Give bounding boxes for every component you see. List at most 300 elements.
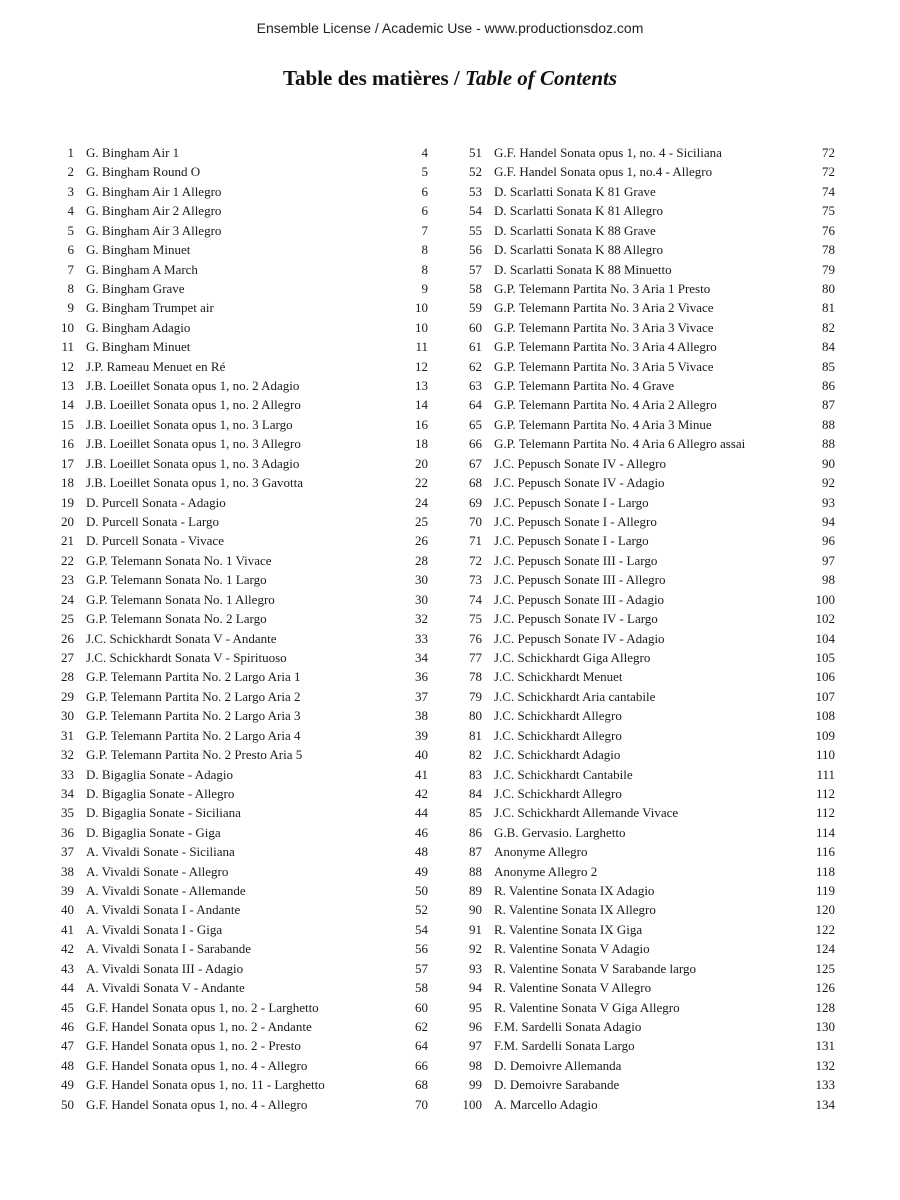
entry-page-number: 9: [421, 280, 428, 296]
entry-title: D. Scarlatti Sonata K 81 Allegro: [494, 203, 663, 219]
toc-entry: [52, 298, 428, 317]
entry-page-number: 44: [415, 805, 428, 821]
entry-title: G.F. Handel Sonata opus 1, no. 11 - Larghetto: [86, 1077, 325, 1093]
entry-title: G.F. Handel Sonata opus 1, no. 4 - Allegro: [86, 1057, 308, 1073]
entry-page-number: 14: [415, 397, 428, 413]
toc-entry: [52, 473, 428, 492]
toc-entry: [52, 434, 428, 453]
entry-number: 99: [469, 1077, 482, 1093]
entry-number: 5: [67, 222, 74, 238]
toc-entry: [460, 1056, 835, 1075]
toc-entry: [460, 143, 835, 162]
entry-number: 85: [469, 805, 482, 821]
entry-page-number: 80: [822, 280, 835, 296]
toc-entry: [52, 978, 428, 997]
toc-entry: [52, 862, 428, 881]
entry-page-number: 68: [415, 1077, 428, 1093]
toc-entry: [52, 512, 428, 531]
entry-page-number: 114: [815, 824, 835, 840]
entry-number: 80: [469, 708, 482, 724]
entry-page-number: 104: [815, 630, 835, 646]
entry-page-number: 108: [815, 708, 835, 724]
entry-title: G.P. Telemann Sonata No. 1 Allegro: [86, 591, 275, 607]
entry-page-number: 33: [415, 630, 428, 646]
toc-entry: [52, 900, 428, 919]
toc-entry: [52, 706, 428, 725]
entry-page-number: 5: [421, 164, 428, 180]
toc-entry: [460, 357, 835, 376]
entry-number: 97: [469, 1038, 482, 1054]
toc-entry: [460, 1095, 835, 1114]
toc-entry: [460, 512, 835, 531]
entry-title: J.C. Schickhardt Giga Allegro: [494, 649, 651, 665]
entry-number: 94: [469, 980, 482, 996]
entry-title: A. Vivaldi Sonate - Allemande: [86, 883, 246, 899]
entry-page-number: 125: [815, 960, 835, 976]
toc-entry: [52, 648, 428, 667]
entry-page-number: 84: [822, 339, 835, 355]
entry-page-number: 28: [415, 552, 428, 568]
entry-page-number: 49: [415, 863, 428, 879]
toc-entry: [460, 318, 835, 337]
entry-page-number: 41: [415, 766, 428, 782]
entry-title: G.P. Telemann Partita No. 3 Aria 1 Presto: [494, 280, 711, 296]
toc-entry: [460, 706, 835, 725]
entry-page-number: 48: [415, 844, 428, 860]
entry-number: 31: [61, 727, 74, 743]
entry-title: J.B. Loeillet Sonata opus 1, no. 2 Allegro: [86, 397, 301, 413]
toc-entry: [460, 1036, 835, 1055]
toc-entry: [460, 784, 835, 803]
toc-entry: [460, 648, 835, 667]
entry-number: 100: [462, 1096, 482, 1112]
entry-page-number: 118: [815, 863, 835, 879]
toc-entry: [460, 629, 835, 648]
toc-entry: [52, 823, 428, 842]
entry-number: 7: [67, 261, 74, 277]
entry-number: 72: [469, 552, 482, 568]
entry-title: G.F. Handel Sonata opus 1, no. 2 - Andante: [86, 1018, 312, 1034]
entry-title: Anonyme Allegro: [494, 844, 588, 860]
entry-page-number: 82: [822, 319, 835, 335]
entry-number: 23: [61, 572, 74, 588]
entry-page-number: 85: [822, 358, 835, 374]
toc-entry: [52, 201, 428, 220]
entry-number: 98: [469, 1057, 482, 1073]
entry-page-number: 30: [415, 572, 428, 588]
entry-title: D. Purcell Sonata - Largo: [86, 514, 219, 530]
entry-title: G. Bingham Adagio: [86, 319, 191, 335]
entry-number: 24: [61, 591, 74, 607]
entry-number: 79: [469, 688, 482, 704]
toc-entry: [52, 337, 428, 356]
entry-page-number: 25: [415, 514, 428, 530]
entry-title: J.B. Loeillet Sonata opus 1, no. 3 Gavotta: [86, 475, 304, 491]
entry-title: J.C. Pepusch Sonate I - Largo: [494, 533, 649, 549]
entry-page-number: 92: [822, 475, 835, 491]
entry-number: 4: [67, 203, 74, 219]
entry-page-number: 39: [415, 727, 428, 743]
toc-entry: [52, 143, 428, 162]
entry-title: D. Bigaglia Sonate - Siciliana: [86, 805, 241, 821]
entry-page-number: 16: [415, 416, 428, 432]
entry-title: A. Marcello Adagio: [494, 1096, 598, 1112]
toc-entry: [460, 998, 835, 1017]
entry-number: 17: [61, 455, 74, 471]
entry-title: G.P. Telemann Partita No. 2 Largo Aria 4: [86, 727, 301, 743]
toc-entry: [460, 298, 835, 317]
entry-title: R. Valentine Sonata V Sarabande largo: [494, 960, 696, 976]
entry-title: A. Vivaldi Sonate - Siciliana: [86, 844, 235, 860]
entry-page-number: 4: [421, 145, 428, 160]
entry-page-number: 24: [415, 494, 428, 510]
entry-page-number: 98: [822, 572, 835, 588]
entry-number: 9: [67, 300, 74, 316]
entry-title: J.C. Schickhardt Aria cantabile: [494, 688, 656, 704]
toc-entry: [52, 1075, 428, 1094]
entry-page-number: 120: [815, 902, 835, 918]
entry-page-number: 74: [822, 183, 835, 199]
toc-entry: [52, 570, 428, 589]
entry-title: D. Bigaglia Sonate - Giga: [86, 824, 221, 840]
entry-number: 38: [61, 863, 74, 879]
toc-entry: [52, 1056, 428, 1075]
entry-title: G. Bingham Air 3 Allegro: [86, 222, 222, 238]
entry-page-number: 10: [415, 300, 428, 316]
entry-page-number: 36: [415, 669, 428, 685]
entry-page-number: 10: [415, 319, 428, 335]
entry-title: Anonyme Allegro 2: [494, 863, 598, 879]
toc-entry: [460, 415, 835, 434]
entry-number: 18: [61, 475, 74, 491]
entry-page-number: 112: [815, 785, 835, 801]
entry-title: G.P. Telemann Sonata No. 2 Largo: [86, 611, 267, 627]
entry-number: 65: [469, 416, 482, 432]
title-french: Table des matières /: [282, 66, 460, 90]
entry-page-number: 96: [822, 533, 835, 549]
toc-entry: [52, 784, 428, 803]
toc-entry: [460, 240, 835, 259]
toc-entry: [52, 221, 428, 240]
entry-title: D. Demoivre Sarabande: [494, 1077, 620, 1093]
entry-page-number: 100: [815, 591, 835, 607]
toc-entry: [460, 959, 835, 978]
entry-title: G.F. Handel Sonata opus 1, no.4 - Allegro: [494, 164, 713, 180]
toc-entry: [460, 978, 835, 997]
entry-page-number: 6: [421, 203, 428, 219]
toc-entry: [460, 473, 835, 492]
entry-title: F.M. Sardelli Sonata Largo: [494, 1038, 635, 1054]
entry-title: G.P. Telemann Partita No. 2 Largo Aria 3: [86, 708, 301, 724]
entry-number: 75: [469, 611, 482, 627]
entry-number: 49: [61, 1077, 74, 1093]
entry-title: J.C. Schickhardt Sonata V - Spirituoso: [86, 649, 287, 665]
entry-title: J.C. Schickhardt Allegro: [494, 727, 622, 743]
entry-number: 67: [469, 455, 482, 471]
entry-page-number: 54: [415, 921, 428, 937]
entry-page-number: 76: [822, 222, 835, 238]
entry-title: D. Purcell Sonata - Adagio: [86, 494, 226, 510]
entry-page-number: 93: [822, 494, 835, 510]
entry-page-number: 130: [815, 1018, 835, 1034]
toc-entry: [460, 920, 835, 939]
entry-title: G. Bingham Air 1 Allegro: [86, 183, 222, 199]
entry-number: 87: [469, 844, 482, 860]
toc-entry: [52, 745, 428, 764]
toc-entry: [460, 1017, 835, 1036]
entry-page-number: 119: [815, 883, 835, 899]
entry-number: 35: [61, 805, 74, 821]
toc-entry: [460, 570, 835, 589]
entry-page-number: 26: [415, 533, 428, 549]
entry-title: D. Scarlatti Sonata K 88 Minuetto: [494, 261, 672, 277]
entry-page-number: 81: [822, 300, 835, 316]
entry-title: J.C. Schickhardt Menuet: [494, 669, 623, 685]
entry-title: G. Bingham Grave: [86, 280, 185, 296]
entry-number: 34: [61, 785, 74, 801]
entry-page-number: 131: [815, 1038, 835, 1054]
toc-entry: [460, 842, 835, 861]
toc-entry: [460, 337, 835, 356]
toc-entry: [52, 357, 428, 376]
toc-entry: [52, 182, 428, 201]
entry-number: 73: [469, 572, 482, 588]
entry-page-number: 112: [815, 805, 835, 821]
entry-title: G.P. Telemann Partita No. 3 Aria 5 Vivace: [494, 358, 714, 374]
entry-page-number: 79: [822, 261, 835, 277]
toc-entry: [460, 221, 835, 240]
entry-page-number: 62: [415, 1018, 428, 1034]
entry-number: 92: [469, 941, 482, 957]
entry-page-number: 8: [421, 261, 428, 277]
toc-entry: [460, 590, 835, 609]
entry-page-number: 56: [415, 941, 428, 957]
entry-number: 2: [67, 164, 74, 180]
entry-page-number: 126: [815, 980, 835, 996]
entry-title: D. Bigaglia Sonate - Adagio: [86, 766, 233, 782]
entry-title: G. Bingham A March: [86, 261, 198, 277]
entry-number: 22: [61, 552, 74, 568]
entry-number: 53: [469, 183, 482, 199]
entry-number: 37: [61, 844, 74, 860]
toc-entry: [460, 201, 835, 220]
entry-title: G. Bingham Minuet: [86, 339, 191, 355]
entry-page-number: 88: [822, 416, 835, 432]
entry-page-number: 22: [415, 475, 428, 491]
entry-page-number: 8: [421, 242, 428, 258]
entry-page-number: 34: [415, 649, 428, 665]
entry-title: R. Valentine Sonata V Adagio: [494, 941, 650, 957]
entry-number: 55: [469, 222, 482, 238]
entry-title: D. Scarlatti Sonata K 81 Grave: [494, 183, 656, 199]
entry-title: G.F. Handel Sonata opus 1, no. 4 - Siciliana: [494, 145, 722, 160]
toc-entry: [52, 279, 428, 298]
entry-title: G.P. Telemann Partita No. 3 Aria 4 Allegro: [494, 339, 717, 355]
entry-title: G.F. Handel Sonata opus 1, no. 2 - Presto: [86, 1038, 301, 1054]
toc-entry: [460, 687, 835, 706]
entry-number: 20: [61, 514, 74, 530]
entry-title: G.P. Telemann Partita No. 4 Aria 3 Minue: [494, 416, 712, 432]
entry-page-number: 42: [415, 785, 428, 801]
entry-page-number: 11: [415, 339, 428, 355]
entry-number: 30: [61, 708, 74, 724]
toc-entry: [460, 881, 835, 900]
toc-entry: [460, 493, 835, 512]
entry-title: G.P. Telemann Partita No. 2 Largo Aria 2: [86, 688, 301, 704]
entry-title: A. Vivaldi Sonata I - Andante: [86, 902, 241, 918]
entry-number: 28: [61, 669, 74, 685]
toc-entry: [52, 939, 428, 958]
entry-title: R. Valentine Sonata V Allegro: [494, 980, 652, 996]
toc-entry: [52, 318, 428, 337]
entry-page-number: 105: [815, 649, 835, 665]
toc-entry: [460, 531, 835, 550]
entry-title: J.C. Pepusch Sonate III - Largo: [494, 552, 658, 568]
entry-number: 61: [469, 339, 482, 355]
entry-number: 84: [469, 785, 482, 801]
entry-number: 15: [61, 416, 74, 432]
entry-page-number: 102: [815, 611, 835, 627]
entry-page-number: 97: [822, 552, 835, 568]
entry-number: 16: [61, 436, 74, 452]
entry-title: R. Valentine Sonata IX Adagio: [494, 883, 655, 899]
toc-entry: [460, 395, 835, 414]
toc-entry: [52, 1095, 428, 1114]
entry-title: G.P. Telemann Partita No. 4 Grave: [494, 378, 675, 394]
toc-entry: [52, 162, 428, 181]
toc-entry: [460, 765, 835, 784]
toc-entry: [52, 629, 428, 648]
entry-page-number: 107: [815, 688, 835, 704]
entry-title: J.C. Schickhardt Allegro: [494, 785, 622, 801]
toc-entry: [52, 998, 428, 1017]
toc-entry: [460, 823, 835, 842]
entry-number: 14: [61, 397, 74, 413]
entry-number: 43: [61, 960, 74, 976]
entry-title: J.C. Schickhardt Adagio: [494, 747, 621, 763]
entry-title: G.P. Telemann Sonata No. 1 Largo: [86, 572, 267, 588]
entry-title: G. Bingham Round O: [86, 164, 201, 180]
toc-entry: [460, 434, 835, 453]
entry-page-number: 58: [415, 980, 428, 996]
toc-entry: [52, 959, 428, 978]
toc-entry: [52, 881, 428, 900]
toc-entry: [52, 376, 428, 395]
entry-number: 25: [61, 611, 74, 627]
entry-title: J.C. Pepusch Sonate IV - Adagio: [494, 630, 665, 646]
entry-title: G.F. Handel Sonata opus 1, no. 4 - Allegro: [86, 1096, 308, 1112]
entry-page-number: 30: [415, 591, 428, 607]
entry-title: G. Bingham Trumpet air: [86, 300, 214, 316]
entry-page-number: 72: [822, 145, 835, 160]
toc-entry: [460, 1075, 835, 1094]
entry-number: 83: [469, 766, 482, 782]
entry-number: 46: [61, 1018, 74, 1034]
toc-entry: [52, 531, 428, 550]
entry-number: 89: [469, 883, 482, 899]
entry-page-number: 111: [816, 766, 835, 782]
entry-number: 59: [469, 300, 482, 316]
toc-entry: [52, 667, 428, 686]
toc-entry: [460, 862, 835, 881]
toc-entry: [52, 395, 428, 414]
entry-page-number: 52: [415, 902, 428, 918]
entry-title: J.B. Loeillet Sonata opus 1, no. 3 Adagio: [86, 455, 300, 471]
entry-title: J.B. Loeillet Sonata opus 1, no. 2 Adagio: [86, 378, 300, 394]
entry-number: 21: [61, 533, 74, 549]
entry-title: J.B. Loeillet Sonata opus 1, no. 3 Allegro: [86, 436, 301, 452]
entry-page-number: 32: [415, 611, 428, 627]
entry-number: 45: [61, 999, 74, 1015]
entry-page-number: 133: [815, 1077, 835, 1093]
toc-entry: [460, 376, 835, 395]
entry-number: 64: [469, 397, 482, 413]
entry-title: G.P. Telemann Partita No. 2 Largo Aria 1: [86, 669, 301, 685]
entry-title: G.P. Telemann Partita No. 4 Aria 2 Allegro: [494, 397, 717, 413]
entry-title: G.P. Telemann Sonata No. 1 Vivace: [86, 552, 272, 568]
entry-number: 68: [469, 475, 482, 491]
entry-number: 48: [61, 1057, 74, 1073]
entry-title: J.C. Schickhardt Allegro: [494, 708, 622, 724]
entry-number: 50: [61, 1096, 74, 1112]
entry-title: D. Bigaglia Sonate - Allegro: [86, 785, 235, 801]
entry-page-number: 66: [415, 1057, 428, 1073]
toc-entry: [52, 454, 428, 473]
entry-number: 13: [61, 378, 74, 394]
entry-page-number: 6: [421, 183, 428, 199]
toc-entry: [460, 803, 835, 822]
entry-number: 91: [469, 921, 482, 937]
entry-title: R. Valentine Sonata IX Giga: [494, 921, 643, 937]
entry-title: G.P. Telemann Partita No. 4 Aria 6 Allegro assai: [494, 436, 746, 452]
entry-title: J.P. Rameau Menuet en Ré: [86, 358, 226, 374]
entry-number: 62: [469, 358, 482, 374]
entry-number: 29: [61, 688, 74, 704]
toc-entry: [460, 279, 835, 298]
entry-number: 81: [469, 727, 482, 743]
entry-title: A. Vivaldi Sonata V - Andante: [86, 980, 245, 996]
entry-number: 12: [61, 358, 74, 374]
entry-page-number: 38: [415, 708, 428, 724]
entry-page-number: 128: [815, 999, 835, 1015]
entry-page-number: 13: [415, 378, 428, 394]
entry-number: 1: [67, 145, 74, 160]
entry-page-number: 109: [815, 727, 835, 743]
entry-title: G.F. Handel Sonata opus 1, no. 2 - Larghetto: [86, 999, 319, 1015]
toc-entry: [52, 590, 428, 609]
toc-entry: [460, 939, 835, 958]
toc-column-left: [52, 143, 428, 1114]
entry-page-number: 88: [822, 436, 835, 452]
toc-entry: [52, 726, 428, 745]
toc-entry: [52, 1036, 428, 1055]
entry-number: 82: [469, 747, 482, 763]
entry-page-number: 7: [421, 222, 428, 238]
entry-title: F.M. Sardelli Sonata Adagio: [494, 1018, 642, 1034]
toc-entry: [52, 1017, 428, 1036]
entry-page-number: 70: [415, 1096, 428, 1112]
entry-title: G. Bingham Air 2 Allegro: [86, 203, 222, 219]
entry-title: R. Valentine Sonata V Giga Allegro: [494, 999, 680, 1015]
entry-number: 86: [469, 824, 482, 840]
entry-page-number: 106: [815, 669, 835, 685]
toc-entry: [52, 609, 428, 628]
entry-page-number: 60: [415, 999, 428, 1015]
entry-title: G. Bingham Air 1: [86, 145, 180, 160]
entry-number: 63: [469, 378, 482, 394]
entry-number: 3: [67, 183, 74, 199]
entry-page-number: 50: [415, 883, 428, 899]
